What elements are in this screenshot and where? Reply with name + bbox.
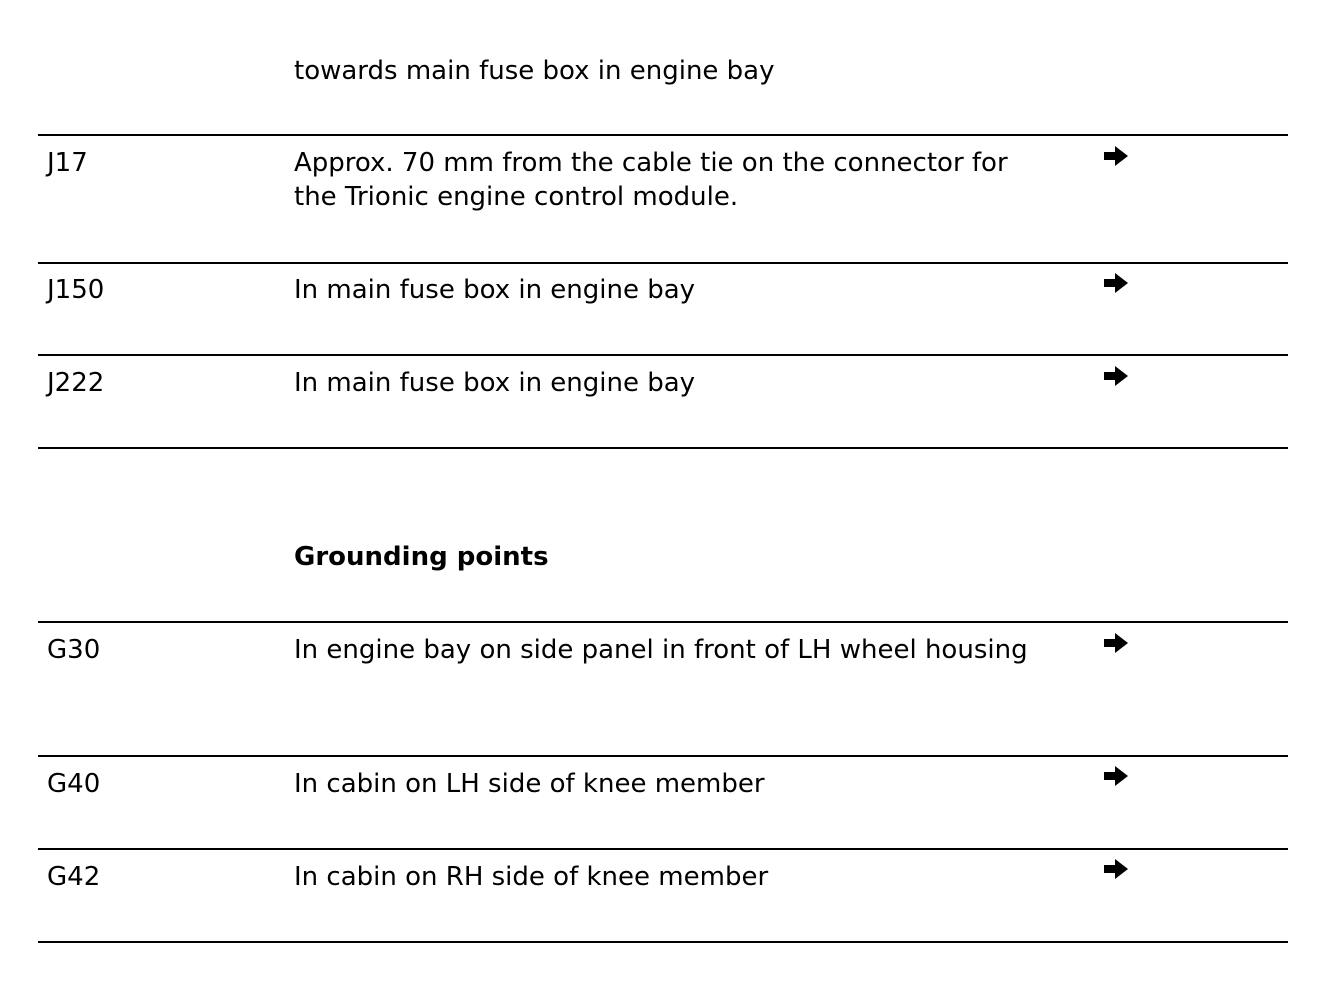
ground-code: G42	[47, 862, 101, 892]
row-divider	[38, 848, 1288, 850]
right-arrow-icon[interactable]	[1102, 365, 1130, 387]
row-divider	[38, 262, 1288, 264]
right-arrow-icon[interactable]	[1102, 272, 1130, 294]
grounding-heading: Grounding points	[294, 542, 549, 572]
right-arrow-icon[interactable]	[1102, 765, 1130, 787]
right-arrow-icon[interactable]	[1102, 858, 1130, 880]
section-divider	[38, 447, 1288, 449]
row-divider	[38, 354, 1288, 356]
row-divider	[38, 621, 1288, 623]
ground-location: In cabin on LH side of knee member	[294, 769, 765, 799]
connector-location: In main fuse box in engine bay	[294, 368, 696, 398]
ground-code: G40	[47, 769, 101, 799]
row-divider	[38, 941, 1288, 943]
row-divider	[38, 134, 1288, 136]
connector-code: J222	[47, 368, 105, 398]
connector-code: J150	[47, 275, 105, 305]
ground-location: In engine bay on side panel in front of LH wheel housing	[294, 635, 1028, 665]
intro-text: towards main fuse box in engine bay	[294, 56, 775, 86]
right-arrow-icon[interactable]	[1102, 145, 1130, 167]
connector-code: J17	[47, 148, 88, 178]
connector-location: Approx. 70 mm from the cable tie on the connector for the Trionic engine control module.	[294, 148, 1008, 212]
ground-location: In cabin on RH side of knee member	[294, 862, 769, 892]
row-divider	[38, 755, 1288, 757]
right-arrow-icon[interactable]	[1102, 632, 1130, 654]
connector-location: In main fuse box in engine bay	[294, 275, 696, 305]
ground-code: G30	[47, 635, 101, 665]
